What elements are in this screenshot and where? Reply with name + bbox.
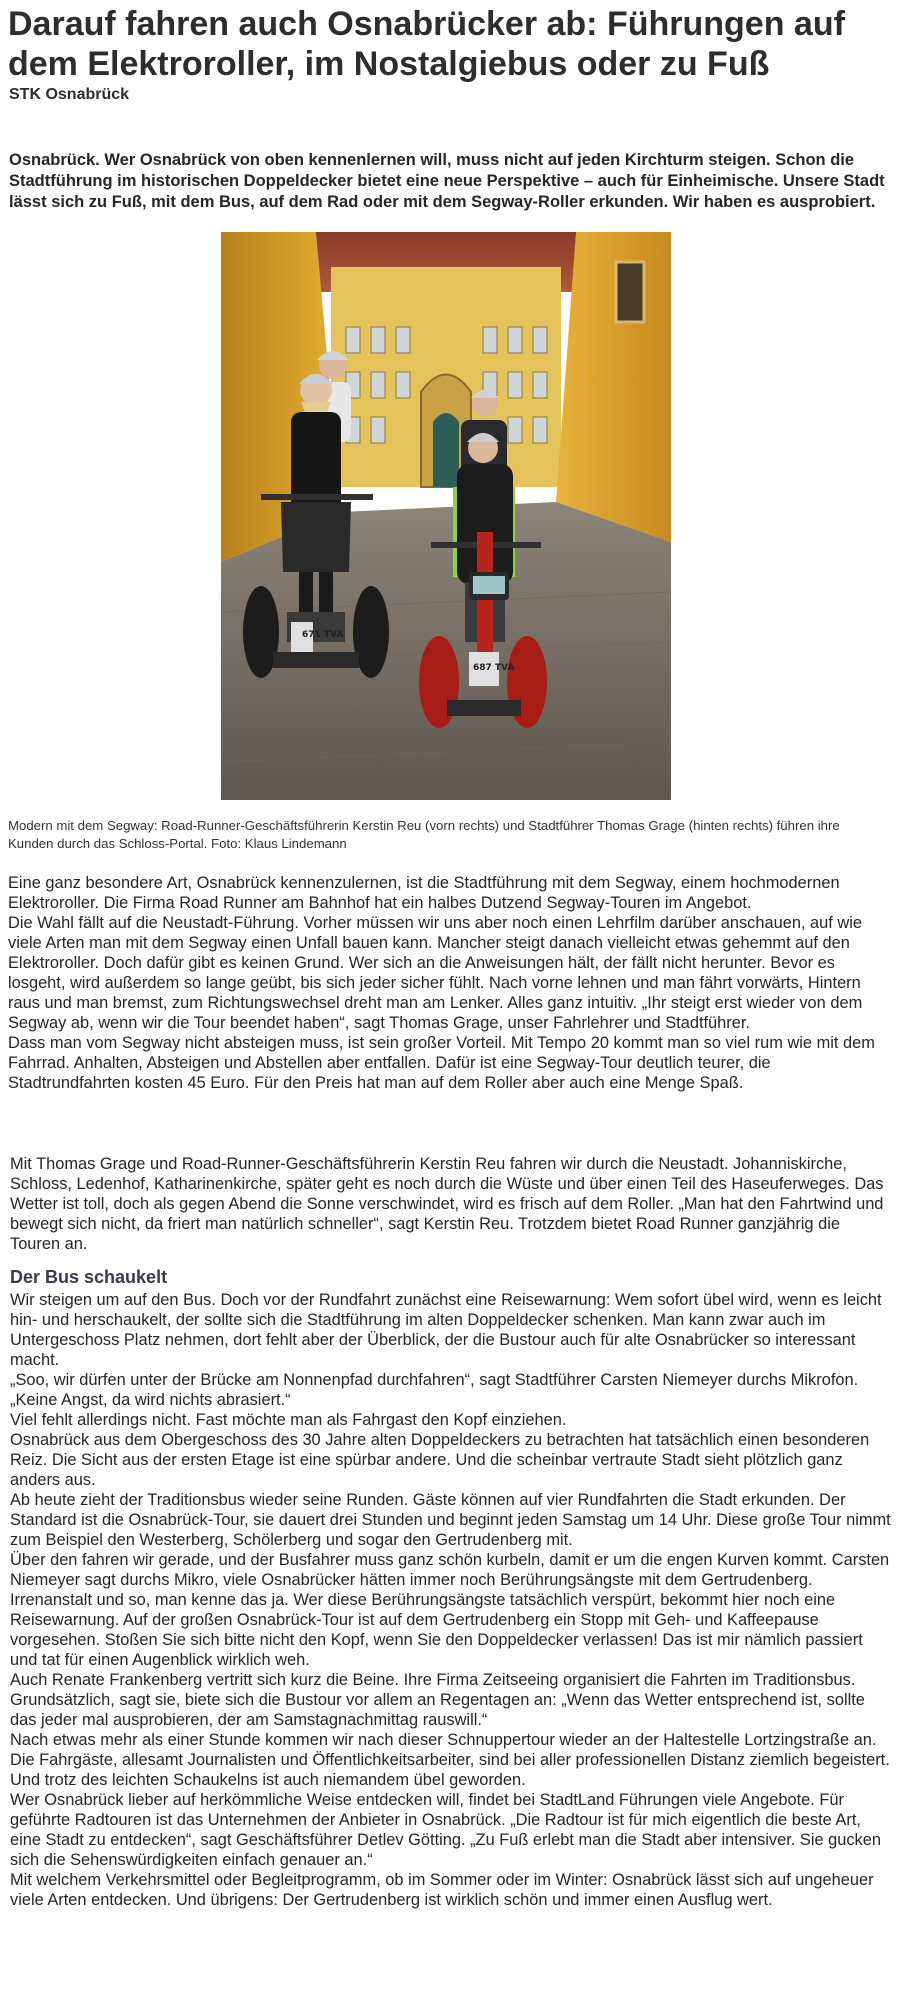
article-photo bbox=[221, 232, 671, 800]
plate-2: 687 TVA bbox=[473, 663, 515, 673]
paragraph: Dass man vom Segway nicht absteigen muss, ist sein großer Vorteil. Mit Tempo 20 kommt man so viel rum wie mit dem Fahrrad. Anhalten, Absteigen und Abstellen aber entfallen. Dafür ist eine Segway-Tour deutlich teurer, die Stadtrundfahrten kosten 45 Euro. Für den Preis hat man auf dem Roller aber auch eine Menge Spaß. bbox=[8, 1034, 875, 1092]
paragraph: Wer Osnabrück lieber auf herkömmliche Weise entdecken will, findet bei StadtLand Führungen viele Angebote. Für geführte Radtouren ist das Unternehmen der Anbieter in Osnabrück. „Die Radtour ist für mich eigentlich die beste Art, eine Stadt zu entdecken“, sagt Geschäftsführer Detlev Götting. „Zu Fuß erlebt man die Stadt aber intensiver. Sie gucken sich die Sehenswürdigkeiten einfach genauer an.“ bbox=[10, 1791, 881, 1869]
paragraph: Osnabrück aus dem Obergeschoss des 30 Jahre alten Doppeldeckers zu betrachten hat tatsächlich einen besonderen Reiz. Die Sicht aus der ersten Etage ist eine spürbar andere. Und die scheinbar vertraute Stadt sieht plötzlich ganz anders aus. bbox=[10, 1431, 870, 1489]
segway-photo-illustration bbox=[221, 232, 671, 800]
body-block-1 bbox=[8, 873, 892, 1093]
right-window bbox=[616, 262, 644, 322]
portal-door bbox=[433, 413, 459, 487]
paragraph: Mit Thomas Grage und Road-Runner-Geschäftsführerin Kerstin Reu fahren wir durch die Neustadt. Johanniskirche, Schloss, Ledenhof, Katharinenkirche, später geht es noch durch die Wüste und über einen Teil des Haseuferweges. Das Wetter ist toll, doch als gegen Abend die Sonne verschwindet, wird es frisch auf dem Roller. „Man hat den Fahrtwind und bewegt sich nicht, da friert man natürlich schneller“, sagt Kerstin Reu. Trotzdem bietet Road Runner ganzjährig die Touren an. bbox=[10, 1155, 884, 1253]
paragraph: Wir steigen um auf den Bus. Doch vor der Rundfahrt zunächst eine Reisewarnung: Wem sofort übel wird, wenn es leicht hin- und herschaukelt, der sollte sich die Stadtführung im alten Doppeldecker schenken. Man kann zwar auch im Untergeschoss Platz nehmen, dort fehlt aber der Überblick, der die Bustour auch für alte Osnabrücker so interessant macht. bbox=[10, 1291, 882, 1369]
photo-caption: Modern mit dem Segway: Road-Runner-Geschäftsführerin Kerstin Reu (vorn rechts) und Stadtführer Thomas Grage (hinten rechts) führen ihre Kunden durch das Schloss-Portal. Foto: Klaus Lindemann bbox=[8, 818, 840, 851]
paragraph: „Soo, wir dürfen unter der Brücke am Nonnenpfad durchfahren“, sagt Stadtführer Carsten Niemeyer durchs Mikrofon. „Keine Angst, da wird nichts abrasiert.“ bbox=[10, 1371, 859, 1409]
paragraph: Auch Renate Frankenberg vertritt sich kurz die Beine. Ihre Firma Zeitseeing organisiert die Fahrten im Traditionsbus. Grundsätzlich, sagt sie, biete sich die Bustour vor allem an Regentagen an: „Wenn das Wetter entsprechend ist, sollte das jeder mal ausprobieren, der am Samstagnachmittag rauswill.“ bbox=[10, 1671, 865, 1729]
section-subheading: Der Bus schaukelt bbox=[10, 1267, 168, 1287]
plate-1: 671 TVA bbox=[302, 630, 344, 640]
right-wall bbox=[556, 232, 671, 542]
paragraph: Viel fehlt allerdings nicht. Fast möchte man als Fahrgast den Kopf einziehen. bbox=[10, 1411, 567, 1429]
paragraph: Ab heute zieht der Traditionsbus wieder seine Runden. Gäste können auf vier Rundfahrten die Stadt erkunden. Der Standard ist die Osnabrück-Tour, sie dauert drei Stunden und beginnt jeden Samstag um 14 Uhr. Diese große Tour nimmt zum Beispiel den Westerberg, Schölerberg und sogar den Gertrudenberg mit. bbox=[10, 1491, 891, 1549]
article-title: Darauf fahren auch Osnabrücker ab: Führungen auf dem Elektroroller, im Nostalgiebus oder zu Fuß bbox=[8, 5, 845, 83]
paragraph: Über den fahren wir gerade, und der Busfahrer muss ganz schön kurbeln, damit er um die engen Kurven kommt. Carsten Niemeyer sagt durchs Mikro, viele Osnabrücker hätten immer noch Berührungsängste mit dem Gertrudenberg. Irrenanstalt und so, man kenne das ja. Wer diese Berührungsängste tatsächlich verspürt, bekommt hier noch eine Reisewarnung. Auf der großen Osnabrück-Tour ist auf dem Gertrudenberg ein Stopp mit Geh- und Kaffeepause vorgesehen. Stoßen Sie sich bitte nicht den Kopf, wenn Sie den Doppeldecker verlassen! Das ist mir nämlich passiert und tat für einen Augenblick wirklich weh. bbox=[10, 1551, 890, 1669]
paragraph: Nach etwas mehr als einer Stunde kommen wir nach dieser Schnuppertour wieder an der Haltestelle Lortzingstraße an. Die Fahrgäste, allesamt Journalisten und Öffentlichkeitsarbeiter, sind bei aller professionellen Distanz ziemlich begeistert. Und trotz des leichten Schaukelns ist auch niemandem übel geworden. bbox=[10, 1731, 890, 1789]
body-block-3 bbox=[10, 1290, 894, 1910]
article-lead: Osnabrück. Wer Osnabrück von oben kennenlernen will, muss nicht auf jeden Kirchturm steigen. Schon die Stadtführung im historischen Doppeldecker bietet eine neue Perspektive – auch für Einheimische. Unsere Stadt lässt sich zu Fuß, mit dem Bus, auf dem Rad oder mit dem Segway-Roller erkunden. Wir haben es ausprobiert. bbox=[9, 151, 885, 211]
article-byline: STK Osnabrück bbox=[9, 86, 130, 103]
body-block-2 bbox=[10, 1154, 894, 1254]
paragraph: Die Wahl fällt auf die Neustadt-Führung. Vorher müssen wir uns aber noch einen Lehrfilm darüber anschauen, auf wie viele Arten man mit dem Segway einen Unfall bauen kann. Mancher steigt danach vielleicht etwas gehemmt auf den Elektroroller. Doch dafür gibt es keinen Grund. Wer sich an die Anweisungen hält, der fällt nicht herunter. Bevor es losgeht, wird außerdem so lange geübt, bis sich jeder sicher fühlt. Nach vorne lehnen und man fährt vorwärts, Hintern raus und man bremst, zum Richtungswechsel dreht man am Lenker. Alles ganz intuitiv. „Ihr steigt erst wieder von dem Segway ab, wenn wir die Tour beendet haben“, sagt Thomas Grage, unser Fahrlehrer und Stadtführer. bbox=[8, 914, 863, 1032]
paragraph: Mit welchem Verkehrsmittel oder Begleitprogramm, ob im Sommer oder im Winter: Osnabrück lässt sich auf ungeheuer viele Arten entdecken. Und übrigens: Der Gertrudenberg ist wirklich schön und immer einen Ausflug wert. bbox=[10, 1871, 874, 1909]
paragraph: Eine ganz besondere Art, Osnabrück kennenzulernen, ist die Stadtführung mit dem Segway, einem hochmodernen Elektroroller. Die Firma Road Runner am Bahnhof hat ein halbes Dutzend Segway-Touren im Angebot. bbox=[8, 874, 840, 912]
